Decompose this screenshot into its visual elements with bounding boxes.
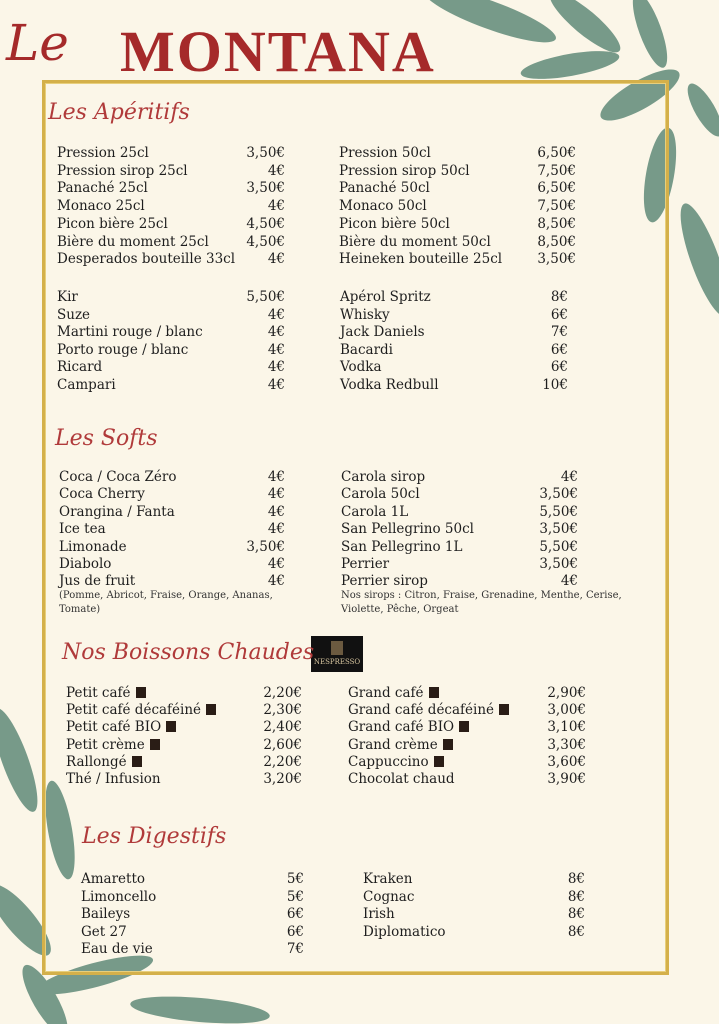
menu-item-price: 4€ bbox=[267, 377, 285, 393]
menu-item-name bbox=[348, 701, 509, 719]
menu-item-price: 3,50€ bbox=[537, 251, 576, 268]
item-label: Coca Cherry bbox=[59, 486, 145, 503]
menu-item-price: 2,60€ bbox=[263, 736, 302, 753]
item-label: Cappuccino bbox=[348, 753, 429, 770]
item-label: Jack Daniels bbox=[340, 324, 425, 341]
menu-item-price: 2,20€ bbox=[263, 685, 302, 701]
menu-item-price: 4€ bbox=[267, 573, 285, 590]
menu-item-name bbox=[57, 197, 145, 215]
menu-item-name bbox=[66, 718, 176, 736]
menu-item-name bbox=[57, 215, 168, 233]
menu-item-name bbox=[348, 770, 455, 788]
menu-item-price: 7€ bbox=[550, 324, 568, 341]
menu-item-name bbox=[59, 485, 145, 503]
menu-item-price: 4€ bbox=[560, 573, 578, 590]
nespresso-icon bbox=[459, 721, 469, 732]
menu-item-price: 2,40€ bbox=[263, 719, 302, 736]
item-label: Coca / Coca Zéro bbox=[59, 469, 177, 485]
restaurant-title: MONTANA bbox=[120, 19, 436, 84]
menu-item-price: 5,50€ bbox=[539, 503, 578, 520]
menu-item-price: 6,50€ bbox=[537, 145, 576, 161]
item-label: Eau de vie bbox=[81, 941, 153, 958]
menu-item-name bbox=[66, 770, 161, 788]
item-label: Grand café bbox=[348, 685, 424, 701]
item-label: Perrier bbox=[341, 556, 390, 572]
nespresso-icon bbox=[443, 739, 453, 750]
title-le: Le bbox=[6, 14, 69, 72]
nespresso-icon bbox=[132, 756, 142, 767]
menu-item-price: 8€ bbox=[567, 871, 585, 887]
menu-item-name bbox=[339, 197, 427, 215]
menu-item-name bbox=[81, 888, 156, 906]
menu-item-price: 3,50€ bbox=[246, 538, 285, 555]
item-label: Petit café bbox=[66, 685, 131, 701]
item-label: Vodka Redbull bbox=[340, 377, 439, 393]
menu-item-name bbox=[340, 323, 425, 341]
menu-item-name bbox=[66, 701, 216, 719]
menu-item-name bbox=[339, 144, 431, 162]
nespresso-icon bbox=[150, 739, 160, 750]
menu-item-price: 3,10€ bbox=[547, 719, 586, 736]
menu-item-price: 5€ bbox=[286, 871, 304, 887]
menu-item-name bbox=[57, 179, 148, 197]
item-label: Petit café décaféiné bbox=[66, 702, 202, 719]
item-label: Panaché 25cl bbox=[57, 180, 148, 197]
item-label: Amaretto bbox=[81, 871, 146, 887]
menu-item-price: 5,50€ bbox=[539, 538, 578, 555]
item-label: Grand café décaféiné bbox=[348, 702, 495, 719]
menu-item-price: 8€ bbox=[567, 906, 585, 923]
menu-item-price: 7,50€ bbox=[537, 198, 576, 215]
menu-item-price: 7€ bbox=[286, 941, 304, 958]
menu-item-name bbox=[363, 923, 446, 941]
item-label: Ice tea bbox=[59, 521, 106, 538]
menu-item-price: 6,50€ bbox=[537, 180, 576, 197]
menu-item-price: 4€ bbox=[267, 503, 285, 520]
menu-item-price: 4€ bbox=[267, 306, 285, 323]
menu-item-price: 4€ bbox=[267, 359, 285, 376]
item-label: Heineken bouteille 25cl bbox=[339, 251, 503, 268]
menu-item-name bbox=[339, 215, 450, 233]
menu-item-name bbox=[341, 503, 408, 521]
menu-item-name bbox=[59, 503, 175, 521]
menu-item-price: 3,50€ bbox=[246, 145, 285, 161]
menu-item-name bbox=[348, 684, 439, 702]
menu-item-price: 3,90€ bbox=[547, 771, 586, 787]
item-label: Monaco 25cl bbox=[57, 198, 145, 215]
menu-item-price: 4€ bbox=[267, 251, 285, 268]
menu-item-price: 3,50€ bbox=[539, 486, 578, 503]
item-label: Bière du moment 50cl bbox=[339, 233, 491, 250]
menu-item-price: 4€ bbox=[267, 324, 285, 341]
menu-item-price: 3,00€ bbox=[547, 702, 586, 719]
menu-item-price: 8€ bbox=[567, 923, 585, 940]
menu-item-price: 6€ bbox=[550, 359, 568, 376]
menu-item-price: 3,50€ bbox=[539, 556, 578, 572]
menu-item-name bbox=[341, 555, 389, 573]
menu-item-price: 8,50€ bbox=[537, 215, 576, 232]
menu-item-name bbox=[341, 468, 425, 486]
menu-item-name bbox=[66, 753, 142, 771]
menu-item-name bbox=[59, 555, 111, 573]
item-label: Pression sirop 25cl bbox=[57, 162, 188, 179]
item-label: Petit crème bbox=[66, 736, 145, 753]
menu-item-price: 2,20€ bbox=[263, 753, 302, 770]
item-label: Ricard bbox=[57, 359, 103, 376]
menu-item-price: 3,30€ bbox=[547, 736, 586, 753]
menu-item-price: 8,50€ bbox=[537, 233, 576, 250]
menu-item-name bbox=[348, 736, 453, 754]
item-label: Diplomatico bbox=[363, 923, 446, 940]
menu-item-name bbox=[348, 753, 444, 771]
section-heading: Les Apéritifs bbox=[48, 100, 190, 125]
menu-item-name bbox=[59, 468, 177, 486]
menu-item-price: 6€ bbox=[286, 906, 304, 923]
menu-item-price: 6€ bbox=[550, 306, 568, 323]
item-label: Porto rouge / blanc bbox=[57, 341, 189, 358]
item-label: Whisky bbox=[340, 306, 390, 323]
menu-item-name bbox=[339, 179, 430, 197]
item-label: Grand crème bbox=[348, 736, 438, 753]
menu-item-name bbox=[66, 684, 146, 702]
item-label: Panaché 50cl bbox=[339, 180, 430, 197]
menu-item-name bbox=[363, 888, 414, 906]
menu-item-price: 4,50€ bbox=[246, 215, 285, 232]
nespresso-icon bbox=[206, 704, 216, 715]
nespresso-icon bbox=[434, 756, 444, 767]
menu-item-name bbox=[81, 923, 127, 941]
menu-item-name bbox=[81, 870, 145, 888]
item-label: Pression sirop 50cl bbox=[339, 162, 470, 179]
menu-item-price: 4€ bbox=[267, 198, 285, 215]
menu-note: Nos sirops : Citron, Fraise, Grenadine, Menthe, Cerise, Violette, Pêche, Orgeat bbox=[341, 590, 622, 615]
item-label: Grand café BIO bbox=[348, 719, 455, 736]
menu-item-name bbox=[81, 940, 153, 958]
menu-item-name bbox=[340, 376, 439, 394]
item-label: Diabolo bbox=[59, 556, 112, 572]
menu-item-price: 6€ bbox=[550, 341, 568, 358]
menu-item-name bbox=[340, 306, 390, 324]
item-label: San Pellegrino 50cl bbox=[341, 521, 474, 538]
item-label: Carola 50cl bbox=[341, 486, 420, 503]
item-label: Desperados bouteille 33cl bbox=[57, 251, 236, 268]
item-label: Kraken bbox=[363, 871, 413, 887]
item-label: Cognac bbox=[363, 888, 415, 905]
menu-item-name bbox=[341, 538, 462, 556]
item-label: Suze bbox=[57, 306, 91, 323]
menu-item-price: 3,20€ bbox=[263, 771, 302, 787]
menu-item-name bbox=[57, 341, 188, 359]
menu-item-name bbox=[57, 144, 149, 162]
item-label: Apérol Spritz bbox=[340, 289, 431, 305]
menu-item-price: 8€ bbox=[550, 289, 568, 305]
item-label: Picon bière 25cl bbox=[57, 215, 168, 232]
menu-item-price: 4€ bbox=[267, 341, 285, 358]
menu-item-name bbox=[57, 250, 235, 268]
menu-item-name bbox=[363, 905, 395, 923]
menu-item-price: 5,50€ bbox=[246, 289, 285, 305]
menu-item-price: 4€ bbox=[267, 521, 285, 538]
menu-item-price: 4,50€ bbox=[246, 233, 285, 250]
menu-item-name bbox=[57, 376, 116, 394]
menu-item-name bbox=[59, 538, 127, 556]
menu-item-name bbox=[341, 572, 428, 590]
menu-item-name bbox=[57, 306, 90, 324]
item-label: Pression 50cl bbox=[339, 145, 431, 161]
item-label: Carola sirop bbox=[341, 469, 426, 485]
item-label: Chocolat chaud bbox=[348, 771, 455, 787]
menu-item-price: 8€ bbox=[567, 888, 585, 905]
item-label: Martini rouge / blanc bbox=[57, 324, 203, 341]
menu-item-name bbox=[66, 736, 160, 754]
menu-item-name bbox=[341, 520, 474, 538]
menu-item-name bbox=[363, 870, 412, 888]
menu-item-name bbox=[339, 233, 491, 251]
menu-item-price: 6€ bbox=[286, 923, 304, 940]
menu-item-name bbox=[339, 162, 470, 180]
menu-item-price: 3,60€ bbox=[547, 753, 586, 770]
item-label: Thé / Infusion bbox=[66, 771, 161, 787]
menu-item-price: 2,90€ bbox=[547, 685, 586, 701]
item-label: Get 27 bbox=[81, 923, 127, 940]
item-label: Baileys bbox=[81, 906, 131, 923]
item-label: Monaco 50cl bbox=[339, 198, 427, 215]
menu-item-name bbox=[341, 485, 420, 503]
menu-item-price: 4€ bbox=[267, 556, 285, 572]
menu-item-price: 4€ bbox=[560, 469, 578, 485]
item-label: Kir bbox=[57, 289, 78, 305]
menu-item-price: 4€ bbox=[267, 486, 285, 503]
item-label: Limoncello bbox=[81, 888, 157, 905]
menu-item-name bbox=[59, 572, 135, 590]
menu-item-name bbox=[59, 520, 106, 538]
nespresso-icon bbox=[429, 687, 439, 698]
menu-item-name bbox=[57, 288, 78, 306]
nespresso-logo: NESPRESSO bbox=[311, 636, 363, 672]
nespresso-icon bbox=[136, 687, 146, 698]
item-label: Picon bière 50cl bbox=[339, 215, 450, 232]
item-label: San Pellegrino 1L bbox=[341, 538, 463, 555]
nespresso-icon bbox=[166, 721, 176, 732]
section-heading: Les Digestifs bbox=[82, 824, 227, 849]
menu-item-name bbox=[348, 718, 469, 736]
item-label: Bière du moment 25cl bbox=[57, 233, 209, 250]
menu-item-name bbox=[340, 358, 382, 376]
menu-item-name bbox=[57, 323, 203, 341]
menu-item-name bbox=[57, 358, 102, 376]
item-label: Vodka bbox=[340, 359, 382, 376]
menu-item-price: 3,50€ bbox=[246, 180, 285, 197]
menu-item-price: 4€ bbox=[267, 469, 285, 485]
item-label: Petit café BIO bbox=[66, 719, 162, 736]
item-label: Perrier sirop bbox=[341, 573, 428, 590]
item-label: Jus de fruit bbox=[59, 573, 136, 590]
menu-item-name bbox=[57, 233, 209, 251]
section-heading: Les Softs bbox=[55, 426, 158, 451]
item-label: Carola 1L bbox=[341, 503, 409, 520]
item-label: Irish bbox=[363, 906, 395, 923]
menu-note: (Pomme, Abricot, Fraise, Orange, Ananas, Tomate) bbox=[59, 590, 273, 615]
menu-item-price: 10€ bbox=[542, 377, 568, 393]
menu-item-price: 2,30€ bbox=[263, 702, 302, 719]
menu-item-name bbox=[340, 341, 393, 359]
menu-item-name bbox=[57, 162, 188, 180]
menu-item-price: 3,50€ bbox=[539, 521, 578, 538]
item-label: Limonade bbox=[59, 538, 127, 555]
item-label: Rallongé bbox=[66, 753, 127, 770]
menu-item-price: 7,50€ bbox=[537, 162, 576, 179]
menu-item-name bbox=[340, 288, 431, 306]
menu-item-name bbox=[81, 905, 130, 923]
item-label: Bacardi bbox=[340, 341, 393, 358]
menu-item-name bbox=[339, 250, 502, 268]
section-heading: Nos Boissons Chaudes bbox=[62, 640, 315, 665]
menu-item-price: 5€ bbox=[286, 888, 304, 905]
nespresso-icon bbox=[499, 704, 509, 715]
item-label: Orangina / Fanta bbox=[59, 503, 175, 520]
item-label: Campari bbox=[57, 377, 116, 393]
menu-item-price: 4€ bbox=[267, 162, 285, 179]
item-label: Pression 25cl bbox=[57, 145, 149, 161]
